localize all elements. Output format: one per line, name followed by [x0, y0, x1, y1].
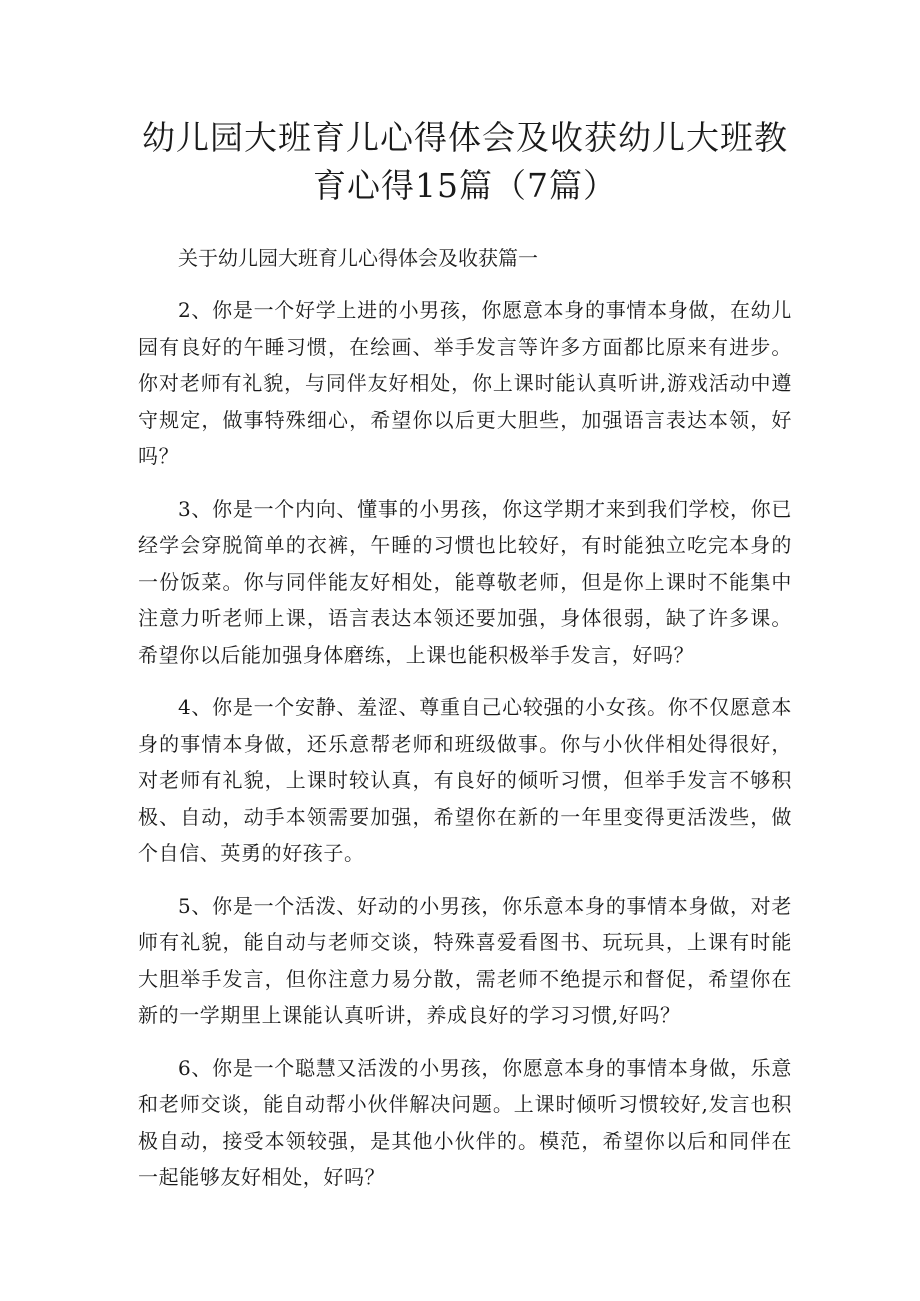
- paragraph-5: 5、你是一个活泼、好动的小男孩，你乐意本身的事情本身做，对老师有礼貌，能自动与老师交谈，特殊喜爱看图书、玩玩具，上课有时能大胆举手发言，但你注意力易分散，需老师不绝提示和督促，希望你在新的一学期里上课能认真听讲，养成良好的学习习惯,好吗？: [138, 893, 792, 1027]
- paragraph-4: 4、你是一个安静、羞涩、尊重自己心较强的小女孩。你不仅愿意本身的事情本身做，还乐意帮老师和班级做事。你与小伙伴相处得很好，对老师有礼貌，上课时较认真，有良好的倾听习惯，但举手发言不够积极、自动，动手本领需要加强，希望你在新的一年里变得更活泼些，做个自信、英勇的好孩子。: [138, 695, 792, 865]
- paragraph-6: 6、你是一个聪慧又活泼的小男孩，你愿意本身的事情本身做，乐意和老师交谈，能自动帮小伙伴解决问题。上课时倾听习惯较好,发言也积极自动，接受本领较强，是其他小伙伴的。模范，希望你以后和同伴在一起能够友好相处，好吗？: [138, 1055, 792, 1189]
- document-title: [138, 114, 792, 210]
- paragraph-2: 2、你是一个好学上进的小男孩，你愿意本身的事情本身做，在幼儿园有良好的午睡习惯，在绘画、举手发言等许多方面都比原来有进步。你对老师有礼貌，与同伴友好相处，你上课时能认真听讲,游戏活动中遵守规定，做事特殊细心，希望你以后更大胆些，加强语言表达本领，好吗？: [138, 298, 792, 468]
- title-line-1: 幼儿园大班育儿心得体会及收获幼儿大班教: [142, 118, 788, 157]
- title-line-2: 育心得15篇（7篇）: [313, 166, 617, 205]
- section-heading: 关于幼儿园大班育儿心得体会及收获篇一: [178, 246, 538, 270]
- paragraph-3: 3、你是一个内向、懂事的小男孩，你这学期才来到我们学校，你已经学会穿脱简单的衣裤，午睡的习惯也比较好，有时能独立吃完本身的一份饭菜。你与同伴能友好相处，能尊敬老师，但是你上课时不能集中注意力听老师上课，语言表达本领还要加强，身体很弱，缺了许多课。希望你以后能加强身体磨练，上课也能积极举手发言，好吗？: [138, 496, 792, 667]
